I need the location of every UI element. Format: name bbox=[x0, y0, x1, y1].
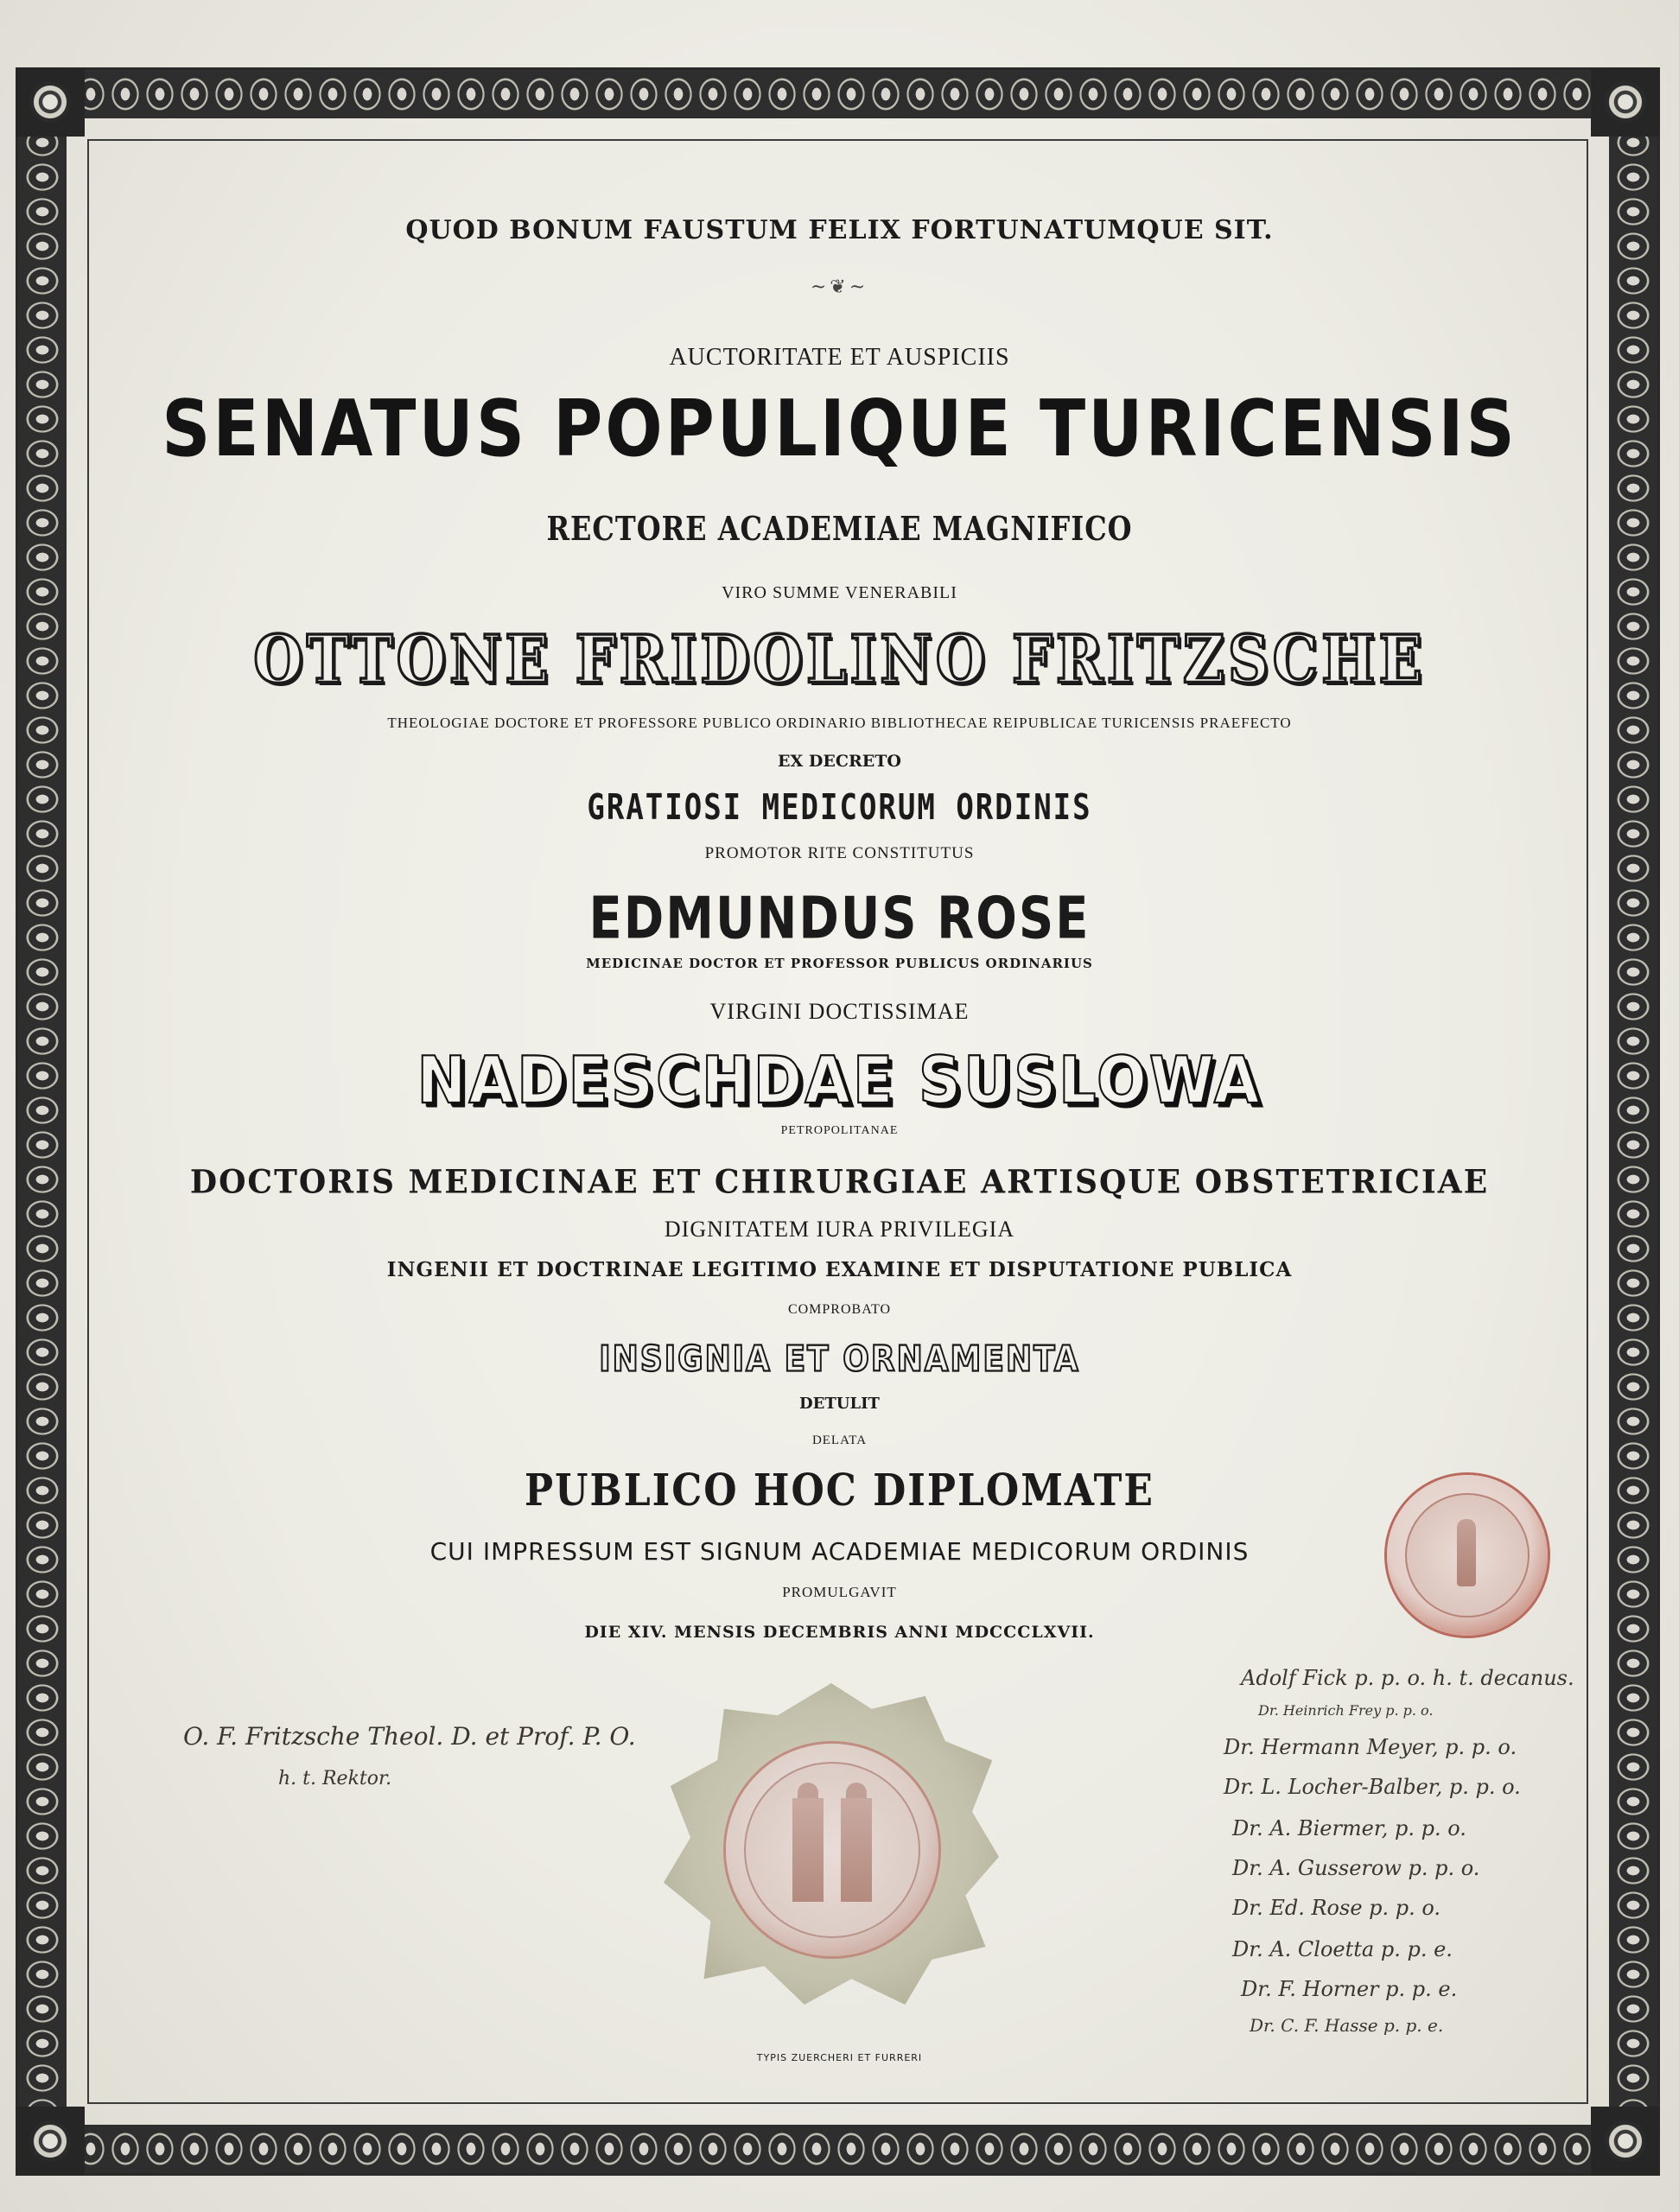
faculty-signature: Dr. A. Cloetta p. p. e. bbox=[1232, 1937, 1453, 1961]
degree-title: DOCTORIS MEDICINAE ET CHIRURGIAE ARTISQUE OBSTETRICIAE bbox=[189, 1162, 1490, 1202]
faculty-signature: Dr. A. Biermer, p. p. o. bbox=[1232, 1816, 1466, 1840]
rector-title: THEOLOGIAE DOCTORE ET PROFESSORE PUBLICO ORDINARIO BIBLIOTHECAE REIPUBLICAE TURICENSIS PRAEFECTO bbox=[387, 715, 1292, 731]
virgini-line: VIRGINI DOCTISSIMAE bbox=[709, 999, 970, 1024]
dignitatem-line: DIGNITATEM IURA PRIVILEGIA bbox=[664, 1217, 1015, 1242]
promotor-title: MEDICINAE DOCTOR ET PROFESSOR PUBLICUS ORDINARIUS bbox=[586, 956, 1093, 971]
faculty-signature: Dr. Ed. Rose p. p. o. bbox=[1232, 1896, 1441, 1920]
detulit-line: DETULIT bbox=[799, 1395, 880, 1413]
promotor-line: PROMOTOR RITE CONSTITUTUS bbox=[704, 844, 975, 862]
seal-tower-icon bbox=[792, 1798, 824, 1902]
wax-seal-university bbox=[726, 1744, 938, 1956]
rector-signature: O. F. Fritzsche Theol. D. et Prof. P. O. bbox=[183, 1722, 636, 1751]
corner-ornament-icon bbox=[1591, 67, 1660, 137]
seal-figure-icon bbox=[1457, 1519, 1476, 1586]
rectore-line: RECTORE ACADEMIAE MAGNIFICO bbox=[546, 509, 1133, 549]
faculty-signature: Dr. C. F. Hasse p. p. e. bbox=[1250, 2015, 1444, 2036]
corner-ornament-icon bbox=[16, 2107, 85, 2176]
corner-ornament-icon bbox=[16, 67, 85, 137]
issue-date: DIE XIV. MENSIS DECEMBRIS ANNI MDCCCLXVII. bbox=[584, 1623, 1095, 1642]
border-band-top bbox=[39, 70, 1637, 118]
viro-line: VIRO SUMME VENERABILI bbox=[722, 583, 957, 602]
auctoritate-line: AUCTORITATE ET AUSPICIIS bbox=[669, 344, 1010, 371]
promotor-name: EDMUNDUS ROSE bbox=[588, 885, 1091, 953]
motto: QUOD BONUM FAUSTUM FELIX FORTUNATUMQUE SIT. bbox=[405, 215, 1274, 245]
faculty-signature: Dr. Heinrich Frey p. p. o. bbox=[1258, 1702, 1434, 1719]
recipient-name: NADESCHDAE SUSLOWA bbox=[417, 1044, 1262, 1119]
seal-tower-icon bbox=[841, 1798, 872, 1902]
ingenii-line: INGENII ET DOCTRINAE LEGITIMO EXAMINE ET DISPUTATIONE PUBLICA bbox=[386, 1258, 1293, 1281]
promulgavit-line: PROMULGAVIT bbox=[782, 1584, 897, 1600]
faculty-signature: Dr. L. Locher-Balber, p. p. o. bbox=[1224, 1775, 1521, 1799]
publico-heading: PUBLICO HOC DIPLOMATE bbox=[525, 1465, 1154, 1516]
cui-impressum-line: CUI IMPRESSUM EST SIGNUM ACADEMIAE MEDICORUM ORDINIS bbox=[429, 1537, 1250, 1566]
faculty-signature: Dr. F. Horner p. p. e. bbox=[1241, 1977, 1458, 2001]
insignia-line: INSIGNIA ET ORNAMENTA bbox=[599, 1338, 1080, 1380]
rector-signature-title: h. t. Rektor. bbox=[278, 1768, 392, 1789]
recipient-origin: PETROPOLITANAE bbox=[780, 1124, 899, 1137]
comprobato-line: COMPROBATO bbox=[787, 1302, 892, 1317]
ex-decreto: EX DECRETO bbox=[778, 752, 901, 771]
delata-line: DELATA bbox=[811, 1433, 868, 1447]
flourish-ornament-icon: ~❦~ bbox=[810, 276, 869, 298]
rector-name: OTTONE FRIDOLINO FRITZSCHE bbox=[253, 620, 1426, 698]
corner-ornament-icon bbox=[1591, 2107, 1660, 2176]
border-band-bottom bbox=[39, 2125, 1637, 2173]
printer-imprint: TYPIS ZUERCHERI ET FURRERI bbox=[756, 2052, 923, 2063]
faculty-signature: Dr. A. Gusserow p. p. o. bbox=[1232, 1856, 1480, 1880]
wax-seal-medical-faculty bbox=[1387, 1475, 1548, 1636]
faculty-signature: Adolf Fick p. p. o. h. t. decanus. bbox=[1241, 1666, 1574, 1690]
senatus-heading: SENATUS POPULIQUE TURICENSIS bbox=[162, 385, 1517, 474]
faculty-order: GRATIOSI MEDICORUM ORDINIS bbox=[587, 787, 1092, 829]
faculty-signature: Dr. Hermann Meyer, p. p. o. bbox=[1224, 1735, 1517, 1759]
